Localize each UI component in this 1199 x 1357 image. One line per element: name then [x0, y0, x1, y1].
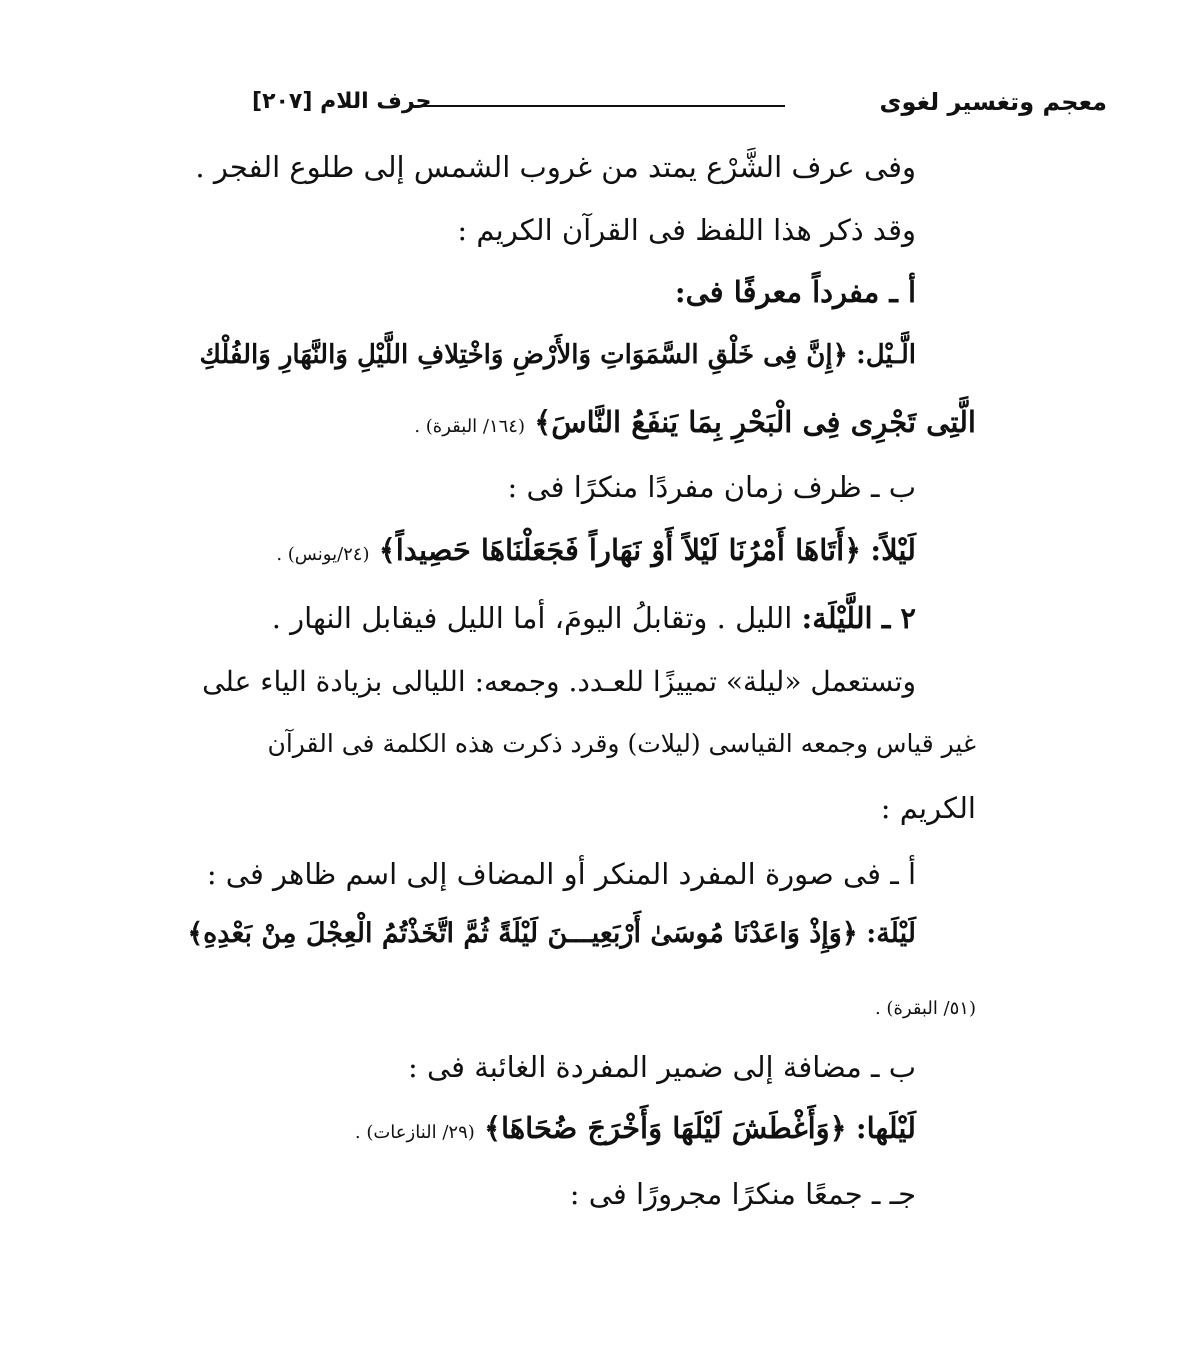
- entry-word: اللَّيْلَة:: [801, 601, 873, 635]
- quran-line: [276, 528, 916, 572]
- quran-line: [199, 333, 916, 377]
- entry-number: ٢ ـ: [881, 601, 916, 635]
- quran-line: [355, 1106, 916, 1150]
- book-title: معجم وتغسير لغوى: [879, 88, 1107, 116]
- quran-verse: ﴿وَإِذْ وَاعَدْنَا مُوسَىٰ أَرْبَعِيـــنَ لَيْلَةً ثُمَّ اتَّخَذْتُمُ الْعِجْلَ مِنْ بَعْدِهِ﴾: [187, 918, 858, 949]
- text-line: وقد ذكر هذا اللفظ فى القرآن الكريم :: [457, 213, 916, 247]
- text-line: أ ـ فى صورة المفرد المنكر أو المضاف إلى اسم ظاهر فى :: [206, 857, 916, 891]
- quran-verse: الَّتِى تَجْرِى فِى الْبَحْرِ بِمَا يَنفَعُ النَّاسَ﴾: [534, 405, 976, 439]
- text-line: ب ـ ظرف زمان مفردًا منكرًا فى :: [507, 470, 916, 504]
- entry-word: لَيْلاً:: [870, 533, 916, 567]
- chapter-header: [252, 84, 431, 120]
- text-line: وفى عرف الشَّرْع يمتد من غروب الشمس إلى طلوع الفجر .: [195, 150, 916, 184]
- entry-word: لَيْلَة:: [866, 918, 916, 949]
- header-rule: [410, 105, 785, 107]
- page-number: [٢٠٧]: [252, 89, 313, 114]
- verse-reference: (٢٤/يونس) .: [276, 544, 370, 565]
- reference-line: [875, 982, 976, 1026]
- quran-line: [187, 912, 916, 956]
- quran-verse: ﴿إِنَّ فِى خَلْقِ السَّمَوَاتِ وَالأَرْضِ وَاخْتِلافِ اللَّيْلِ وَالنَّهَارِ وَالفُلْكِ: [199, 340, 848, 370]
- verse-reference: (٢٩/ النازعات) .: [354, 1122, 475, 1143]
- entry-word: الَّـيْل:: [856, 340, 916, 370]
- text-line: ب ـ مضافة إلى ضمير المفردة الغائبة فى :: [407, 1050, 916, 1084]
- text-line: الكريم :: [880, 791, 976, 825]
- quran-verse: ﴿وَأَغْطَشَ لَيْلَهَا وَأَخْرَجَ ضُحَاهَا﴾: [484, 1111, 847, 1145]
- text-line: وتستعمل «ليلة» تمييزًا للعـدد. وجمعه: الليالى بزيادة الياء على: [202, 665, 916, 698]
- subsection-heading: أ ـ مفرداً معرفًا فى:: [674, 275, 916, 309]
- entry-word: لَيْلَها:: [855, 1111, 916, 1145]
- definition-line: [272, 596, 916, 640]
- chapter-title: حرف اللام: [320, 89, 432, 114]
- definition-text: الليل . وتقابلُ اليومَ، أما الليل فيقابل النهار .: [271, 601, 793, 635]
- verse-reference: (٥١/ البقرة) .: [874, 998, 976, 1019]
- text-line: غير قياس وجمعه القياسى (ليلات) وقرد ذكرت هذه الكلمة فى القرآن: [267, 729, 976, 758]
- quran-verse: ﴿أَتَاهَا أَمْرُنَا لَيْلاً أَوْ نَهَاراً فَجَعَلْنَاهَا حَصِيداً﴾: [378, 533, 862, 567]
- text-line: جـ ـ جمعًا منكرًا مجرورًا فى :: [569, 1177, 916, 1211]
- verse-reference: (١٦٤/ البقرة) .: [414, 416, 526, 437]
- quran-line: [414, 400, 976, 444]
